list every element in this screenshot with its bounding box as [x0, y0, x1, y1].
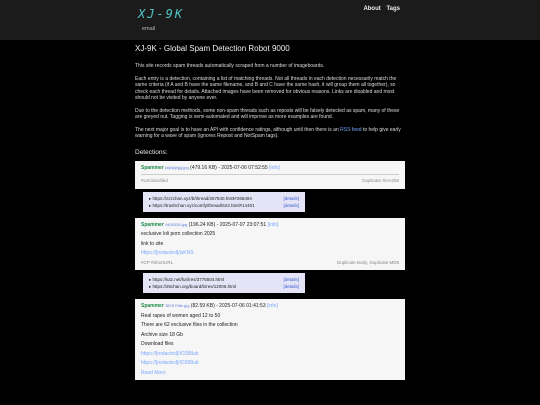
email-link[interactable]: email: [142, 26, 156, 32]
site-logo[interactable]: XJ-9K: [138, 7, 185, 21]
thread-url[interactable]: ▸ https://26chan.org/board/b/res/12006.html: [149, 284, 237, 289]
file-meta: (196.24 KB) - 2025-07-07 23:07:51: [188, 221, 267, 228]
spammer-label: Spammer: [141, 221, 164, 228]
thread-links: [143, 273, 305, 293]
intro-paragraph: This site records spam threads automatically scraped from a number of imageboards.: [135, 63, 325, 69]
filename: 3576 Elite.jpg: [165, 303, 190, 308]
thread-link-item: [149, 283, 299, 290]
tags: #CP #ShortURL: [141, 259, 174, 265]
page-title: XJ-9K - Global Spam Detection Robot 9000: [135, 44, 290, 53]
top-nav: [359, 6, 400, 12]
thread-link-item: [149, 276, 299, 283]
detection-card: [135, 218, 405, 271]
post-body-line: There are 62 exclusive files in the collection: [141, 322, 238, 328]
detection-footer: [141, 260, 399, 267]
detection-paragraph: Each entry is a detection, containing a list of matching threads. Not all threads in each detection necessarily match the same criteria (if A and B have the same filename, and B and C have the same hash, it will group them all together), so check each thread for details. Attached images have been removed for obvious reasons. Links are disabled and most should not be visited by anyone ever.: [135, 75, 397, 101]
details-link[interactable]: [details]: [283, 284, 299, 289]
post-link[interactable]: https://[redacted]/iO288ub: [141, 350, 199, 357]
detection-header: [141, 165, 399, 172]
divider: [141, 174, 399, 175]
spammer-label: Spammer: [141, 164, 164, 171]
top-bar: [0, 0, 540, 40]
thread-link-item: [149, 202, 299, 209]
tags: #Unclassified: [141, 178, 168, 183]
post-body-line: exclusive loli porn collection 2025: [141, 231, 216, 237]
filename: 9400335.jpg: [165, 221, 188, 227]
detection-header: [141, 303, 399, 310]
post-body-line: Real rapes of women aged 12 to 50: [141, 312, 221, 319]
rss-feed-link[interactable]: RSS feed: [340, 126, 362, 133]
post-link[interactable]: https://[redacted]/iO288ub: [141, 360, 199, 366]
api-paragraph: The next major goal is to have an API with confidence ratings, although until then there is an RSS feed to help give early warning for a wave of spam (ignores Repost and NotSpam tags).: [135, 126, 401, 139]
spammer-label: Spammer: [141, 303, 164, 309]
nav-about[interactable]: About: [363, 6, 381, 12]
info-link[interactable]: [info]: [269, 164, 280, 171]
post-body-line: link to site: [141, 240, 164, 247]
match-reason: Duplicate Body, Duplicate MD5: [337, 259, 399, 265]
detection-card: [135, 161, 405, 189]
info-link[interactable]: [info]: [267, 303, 278, 309]
match-reason: Duplicate SHA256: [362, 178, 399, 183]
detection-header: [141, 222, 399, 229]
read-more-link[interactable]: Read More: [141, 369, 166, 376]
post-body-line: Archive size 18 Gb: [141, 331, 183, 338]
thread-links: [143, 192, 305, 212]
post-body-line: Download files: [141, 341, 174, 347]
post-link[interactable]: https://[redacted]/jsKNS: [141, 250, 194, 256]
thread-url[interactable]: ▸ https://lutz.net/furi/res/3775504.html: [149, 277, 225, 282]
detection-card: [135, 299, 405, 380]
info-link[interactable]: [info]: [267, 221, 279, 228]
false-positive-paragraph: Due to the detection methods, some non-spam threads such as reposts will be falsely detected as spam, many of these are greyed out. Tagging is semi-automated and will improve as more examples are found.: [135, 107, 400, 120]
thread-url[interactable]: ▸ https://trashchan.xyz/comfy/thread/623.html#14401: [149, 202, 255, 208]
details-link[interactable]: [details]: [283, 195, 299, 201]
details-link[interactable]: [details]: [283, 202, 299, 208]
thread-link-item: [149, 195, 299, 202]
detection-footer: [141, 178, 399, 185]
nav-tags[interactable]: Tags: [386, 6, 400, 12]
filename: kkjhjkjhjjg.jpg: [165, 164, 189, 170]
details-link[interactable]: [details]: [283, 277, 299, 282]
detections-heading: Detections:: [135, 148, 168, 156]
thread-url[interactable]: ▸ https://zzzchan.xyz/b/thread/267840.html#268494: [149, 195, 252, 201]
main-content: [135, 44, 405, 383]
file-meta: (479.16 KB) - 2025-07-06 07:52:55: [190, 164, 268, 171]
file-meta: (82.59 KB) - 2025-07-06 01:41:53: [190, 303, 266, 309]
